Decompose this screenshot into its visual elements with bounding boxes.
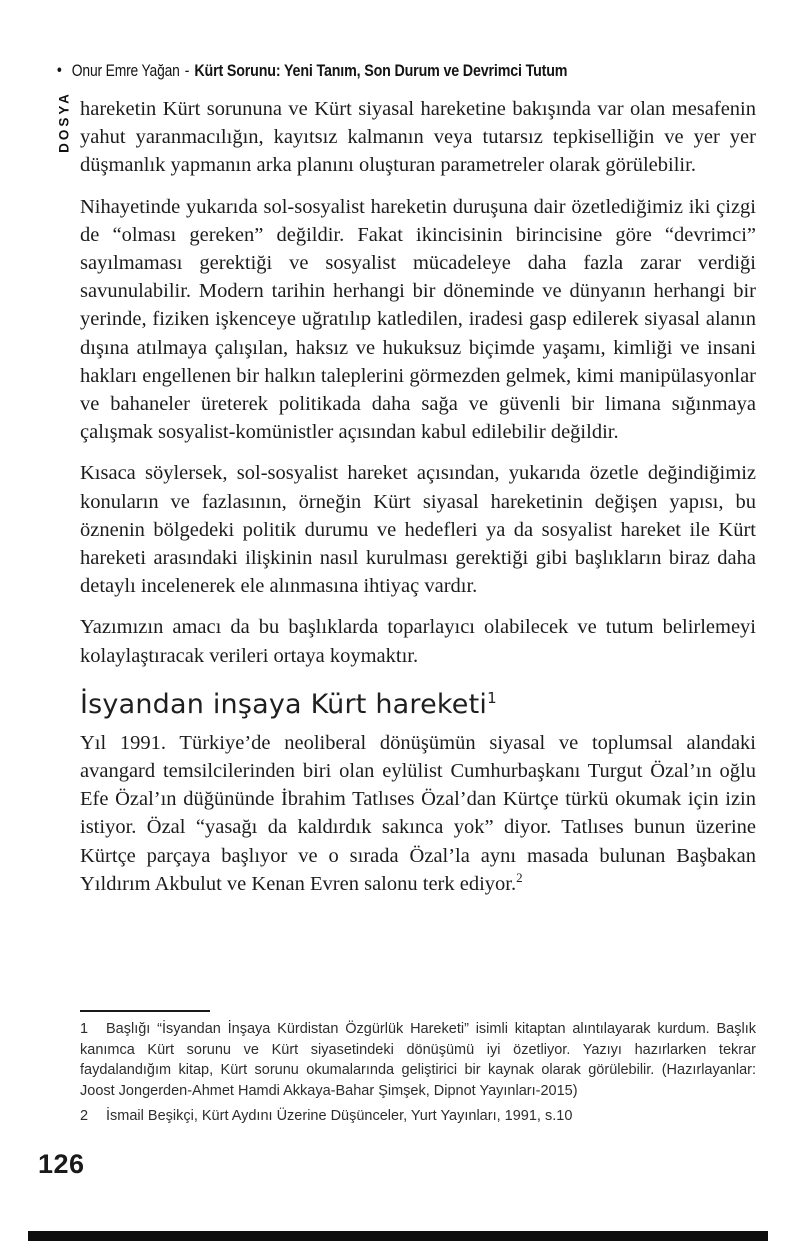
footnote-text: Başlığı “İsyandan İnşaya Kürdistan Özgürlük Hareketi” isimli kitaptan alıntılayarak kurdum. Başlık kanımca Kürt sorunu ve Kürt siyasetindeki dönüşümü iyi özetliyor. Yazıyı hazırlarken tekrar faydalandığım kitap, Kürt sorunu okumalarında geliştirici bir kaynak olarak görülebilir. (Hazırlayanlar: Joost Jongerden-Ahmet Hamdi Akkaya-Bahar Şimşek, Dipnot Yayınları-2015) xyxy=(80,1021,756,1099)
footnotes-block xyxy=(80,1010,756,1132)
section-heading xyxy=(80,689,756,720)
footnote-separator xyxy=(80,1010,210,1012)
footnote-number: 1 xyxy=(80,1021,89,1037)
section-heading-text: İsyandan inşaya Kürt hareketi xyxy=(80,688,488,720)
side-label-dosya: DOSYA xyxy=(56,91,72,153)
footnote xyxy=(80,1019,756,1101)
footnote xyxy=(80,1106,756,1127)
footnote-ref-2: 2 xyxy=(516,870,523,886)
paragraph: Kısaca söylersek, sol-sosyalist hareket açısından, yukarıda özetle değindiğimiz konuların ve fazlasının, örneğin Kürt siyasal hareketinin değişen yapısı, bu öznenin bölgedeki politik durumu ve hedefleri ya da sosyalist hareket ile Kürt hareketi arasındaki ilişkinin nasıl kurulması gerektiği gibi başlıkların biraz daha detaylı incelenerek ele alınmasına ihtiyaç vardır. xyxy=(80,462,756,598)
article-body xyxy=(80,95,756,911)
paragraph: hareketin Kürt sorununa ve Kürt siyasal hareketine bakışında var olan mesafenin yahut yaranmacılığın, kayıtsız kalmanın veya tutarsız tepkiselliğin ve yer yer düşmanlık yapmanın arka planını oluşturan parametreler olarak görülebilir. xyxy=(80,98,756,177)
paragraph: Yazımızın amacı da bu başlıklarda toparlayıcı olabilecek ve tutum belirlemeyi kolaylaştıracak verileri ortaya koymaktır. xyxy=(80,616,756,667)
footnote-number: 2 xyxy=(80,1108,89,1125)
page-number: 126 xyxy=(38,1149,85,1179)
paragraph: Nihayetinde yukarıda sol-sosyalist hareketin duruşuna dair özetlediğimiz iki çizgi de “olması gereken” değildir. Fakat ikincisinin birincisine göre “devrimci” sayılmaması gerektiği ve sosyalist mücadeleye daha fazla zarar verdiği savunulabilir. Modern tarihin herhangi bir döneminde ve dünyanın herhangi bir yerinde, fiziken işkenceye uğratılıp katledilen, iradesi gasp edilerek siyasal alanın dışına atılmaya çalışılan, haksız ve hukuksuz biçimde yaşamı, kimliği ve insani hakları engellenen bir halkın taleplerini görmezden gelmek, kimi manipülasyonlar ve bahaneler üreterek politikada daha sağa ve güvenli bir limana sığınmaya çalışmak sosyalist-komünistler açısından kabul edilebilir değildir. xyxy=(80,195,756,444)
author-name: Onur Emre Yağan xyxy=(71,62,180,80)
footnote-text: İsmail Beşikçi, Kürt Aydını Üzerine Düşünceler, Yurt Yayınları, 1991, s.10 xyxy=(106,1108,573,1125)
footer-bar xyxy=(28,1231,768,1241)
paragraph xyxy=(80,729,756,898)
paragraph-text: Yıl 1991. Türkiye’de neoliberal dönüşümün siyasal ve toplumsal alandaki avangard temsilcilerinden biri olan eylülist Cumhurbaşkanı Turgut Özal’ın oğlu Efe Özal’ın düğününde İbrahim Tatlıses Özal’dan Kürtçe türkü okumak için izin istiyor. Özal “yasağı da kaldırdık sakınca yok” diyor. Tatlıses bunun üzerine Kürtçe parçaya başlıyor ve o sırada Özal’la aynı masada bulunan Başbakan Yıldırım Akbulut ve Kenan Evren salonu terk ediyor. xyxy=(80,731,756,895)
running-header xyxy=(57,61,567,81)
header-separator: - xyxy=(184,62,190,80)
footnote-ref-1: 1 xyxy=(487,688,497,707)
article-title: Kürt Sorunu: Yeni Tanım, Son Durum ve Devrimci Tutum xyxy=(194,61,568,80)
bullet-icon: • xyxy=(57,62,62,79)
